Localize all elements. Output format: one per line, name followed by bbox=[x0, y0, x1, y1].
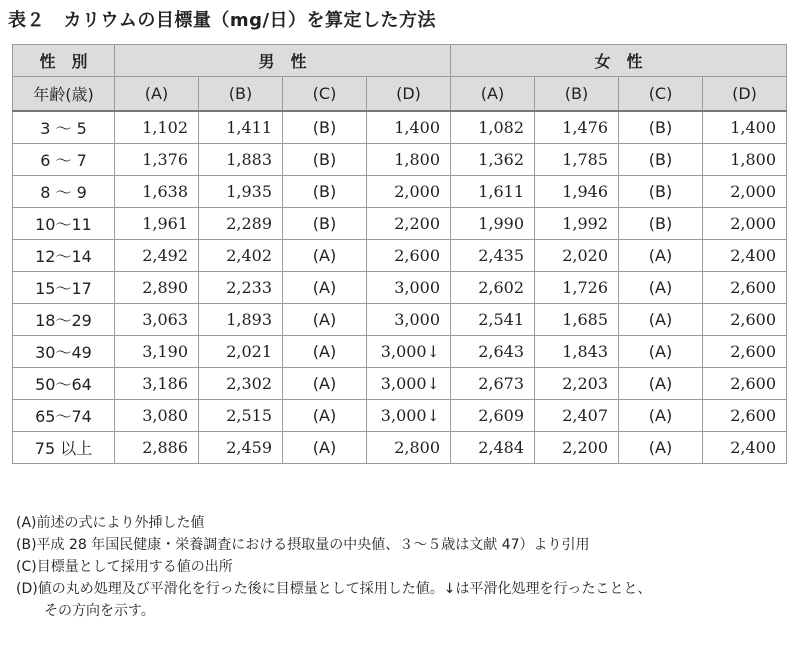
male-col-b-cell: 1,935 bbox=[199, 176, 283, 208]
age-header: 年齢(歳) bbox=[13, 77, 115, 112]
female-col-b-cell: 1,946 bbox=[535, 176, 619, 208]
female-col-c-cell: (A) bbox=[619, 368, 703, 400]
age-cell: 3 ～ 5 bbox=[13, 111, 115, 144]
male-col-b-cell: 2,302 bbox=[199, 368, 283, 400]
table-row bbox=[13, 176, 787, 208]
female-col-b-cell: 1,726 bbox=[535, 272, 619, 304]
male-col-a-cell: 3,186 bbox=[115, 368, 199, 400]
footnotes bbox=[16, 512, 792, 622]
male-col-a-cell: 3,063 bbox=[115, 304, 199, 336]
male-col-a-cell: 1,961 bbox=[115, 208, 199, 240]
male-col-a-cell: 3,190 bbox=[115, 336, 199, 368]
footnote-a bbox=[16, 512, 792, 534]
male-col-b-cell: 2,233 bbox=[199, 272, 283, 304]
male-col-c-cell: (A) bbox=[283, 400, 367, 432]
female-col-a-cell: 2,484 bbox=[451, 432, 535, 464]
female-col-a-cell: 1,611 bbox=[451, 176, 535, 208]
footnote-label: (C) bbox=[16, 559, 37, 575]
male-col-d-cell: 3,000 bbox=[367, 304, 451, 336]
male-col-d-cell: 3,000 bbox=[367, 272, 451, 304]
female-col-c-cell: (A) bbox=[619, 304, 703, 336]
sex-header: 性 別 bbox=[13, 45, 115, 77]
female-col-b-cell: 2,200 bbox=[535, 432, 619, 464]
age-cell: 6 ～ 7 bbox=[13, 144, 115, 176]
female-col-c-cell: (A) bbox=[619, 272, 703, 304]
female-col-a-cell: 2,541 bbox=[451, 304, 535, 336]
age-cell: 65～74 bbox=[13, 400, 115, 432]
male-header: 男 性 bbox=[115, 45, 451, 77]
male-col-b-cell: 2,289 bbox=[199, 208, 283, 240]
male-col-d-cell: 3,000↓ bbox=[367, 368, 451, 400]
male-col-c-cell: (B) bbox=[283, 176, 367, 208]
male-col-c-cell: (A) bbox=[283, 272, 367, 304]
table-row bbox=[13, 304, 787, 336]
table-row bbox=[13, 272, 787, 304]
male-col-c-cell: (B) bbox=[283, 208, 367, 240]
table-row bbox=[13, 144, 787, 176]
male-col-d-cell: 1,800 bbox=[367, 144, 451, 176]
female-col-d-cell: 2,600 bbox=[703, 400, 787, 432]
male-col-b-cell: 2,459 bbox=[199, 432, 283, 464]
male-col-a-cell: 1,102 bbox=[115, 111, 199, 144]
female-col-b-cell: 2,407 bbox=[535, 400, 619, 432]
female-col-a-cell: 1,990 bbox=[451, 208, 535, 240]
table-row bbox=[13, 240, 787, 272]
male-col-a-cell: 3,080 bbox=[115, 400, 199, 432]
footnote-label: (D) bbox=[16, 581, 38, 597]
female-col-c-header: (C) bbox=[619, 77, 703, 112]
female-col-d-cell: 2,600 bbox=[703, 336, 787, 368]
male-col-a-header: (A) bbox=[115, 77, 199, 112]
male-col-d-cell: 2,600 bbox=[367, 240, 451, 272]
footnote-c bbox=[16, 556, 792, 578]
female-col-d-cell: 2,600 bbox=[703, 272, 787, 304]
footnote-text: 前述の式により外挿した値 bbox=[36, 515, 205, 531]
footnote-b bbox=[16, 534, 792, 556]
female-col-a-header: (A) bbox=[451, 77, 535, 112]
female-col-c-cell: (A) bbox=[619, 336, 703, 368]
age-cell: 15～17 bbox=[13, 272, 115, 304]
male-col-c-cell: (B) bbox=[283, 111, 367, 144]
female-col-d-cell: 2,600 bbox=[703, 304, 787, 336]
male-col-b-header: (B) bbox=[199, 77, 283, 112]
footnote-label: (A) bbox=[16, 515, 37, 531]
female-col-b-cell: 1,685 bbox=[535, 304, 619, 336]
male-col-a-cell: 1,638 bbox=[115, 176, 199, 208]
female-col-d-cell: 2,000 bbox=[703, 208, 787, 240]
male-col-a-cell: 1,376 bbox=[115, 144, 199, 176]
female-col-b-cell: 1,992 bbox=[535, 208, 619, 240]
footnote-label: (B) bbox=[16, 537, 37, 553]
female-col-a-cell: 2,673 bbox=[451, 368, 535, 400]
table-row bbox=[13, 111, 787, 144]
potassium-table bbox=[12, 44, 787, 464]
male-col-d-cell: 3,000↓ bbox=[367, 400, 451, 432]
female-col-d-cell: 2,400 bbox=[703, 432, 787, 464]
male-col-c-cell: (A) bbox=[283, 240, 367, 272]
female-col-a-cell: 2,643 bbox=[451, 336, 535, 368]
male-col-c-cell: (A) bbox=[283, 336, 367, 368]
female-col-b-cell: 2,203 bbox=[535, 368, 619, 400]
female-col-c-cell: (A) bbox=[619, 400, 703, 432]
male-col-b-cell: 2,402 bbox=[199, 240, 283, 272]
female-col-c-cell: (B) bbox=[619, 144, 703, 176]
female-col-c-cell: (B) bbox=[619, 111, 703, 144]
female-col-c-cell: (A) bbox=[619, 432, 703, 464]
female-col-a-cell: 2,435 bbox=[451, 240, 535, 272]
footnote-text: 平成 28 年国民健康・栄養調査における摂取量の中央値、３～５歳は文献 47）より引用 bbox=[36, 537, 590, 553]
female-col-d-header: (D) bbox=[703, 77, 787, 112]
female-col-d-cell: 2,000 bbox=[703, 176, 787, 208]
male-col-d-cell: 3,000↓ bbox=[367, 336, 451, 368]
table-title: 表２ カリウムの目標量（mg/日）を算定した方法 bbox=[8, 10, 437, 31]
footnote-text: 目標量として採用する値の出所 bbox=[36, 559, 233, 575]
age-cell: 10～11 bbox=[13, 208, 115, 240]
male-col-d-cell: 1,400 bbox=[367, 111, 451, 144]
male-col-d-cell: 2,000 bbox=[367, 176, 451, 208]
male-col-d-header: (D) bbox=[367, 77, 451, 112]
male-col-b-cell: 2,515 bbox=[199, 400, 283, 432]
female-col-b-header: (B) bbox=[535, 77, 619, 112]
female-col-d-cell: 1,400 bbox=[703, 111, 787, 144]
table-row bbox=[13, 368, 787, 400]
female-col-c-cell: (A) bbox=[619, 240, 703, 272]
male-col-a-cell: 2,492 bbox=[115, 240, 199, 272]
female-col-c-cell: (B) bbox=[619, 176, 703, 208]
female-col-b-cell: 1,476 bbox=[535, 111, 619, 144]
female-col-a-cell: 2,609 bbox=[451, 400, 535, 432]
female-col-b-cell: 1,785 bbox=[535, 144, 619, 176]
table-row bbox=[13, 208, 787, 240]
footnote-text: 値の丸め処理及び平滑化を行った後に目標量として採用した値。↓は平滑化処理を行ったことと、 bbox=[37, 581, 652, 597]
female-header: 女 性 bbox=[451, 45, 787, 77]
table-row bbox=[13, 400, 787, 432]
male-col-c-cell: (A) bbox=[283, 432, 367, 464]
female-col-d-cell: 2,600 bbox=[703, 368, 787, 400]
male-col-b-cell: 1,893 bbox=[199, 304, 283, 336]
female-col-d-cell: 1,800 bbox=[703, 144, 787, 176]
male-col-d-cell: 2,200 bbox=[367, 208, 451, 240]
female-col-a-cell: 2,602 bbox=[451, 272, 535, 304]
age-cell: 8 ～ 9 bbox=[13, 176, 115, 208]
male-col-a-cell: 2,886 bbox=[115, 432, 199, 464]
male-col-a-cell: 2,890 bbox=[115, 272, 199, 304]
footnote-d-continuation: その方向を示す。 bbox=[44, 603, 155, 619]
male-col-c-cell: (A) bbox=[283, 304, 367, 336]
table-row bbox=[13, 432, 787, 464]
age-cell: 30～49 bbox=[13, 336, 115, 368]
male-col-b-cell: 1,411 bbox=[199, 111, 283, 144]
female-col-c-cell: (B) bbox=[619, 208, 703, 240]
age-cell: 75 以上 bbox=[13, 432, 115, 464]
male-col-c-cell: (A) bbox=[283, 368, 367, 400]
male-col-c-cell: (B) bbox=[283, 144, 367, 176]
female-col-b-cell: 1,843 bbox=[535, 336, 619, 368]
female-col-b-cell: 2,020 bbox=[535, 240, 619, 272]
age-cell: 18～29 bbox=[13, 304, 115, 336]
male-col-b-cell: 1,883 bbox=[199, 144, 283, 176]
male-col-c-header: (C) bbox=[283, 77, 367, 112]
age-cell: 12～14 bbox=[13, 240, 115, 272]
female-col-d-cell: 2,400 bbox=[703, 240, 787, 272]
age-cell: 50～64 bbox=[13, 368, 115, 400]
female-col-a-cell: 1,362 bbox=[451, 144, 535, 176]
table-row bbox=[13, 336, 787, 368]
footnote-d bbox=[16, 578, 792, 600]
female-col-a-cell: 1,082 bbox=[451, 111, 535, 144]
male-col-d-cell: 2,800 bbox=[367, 432, 451, 464]
male-col-b-cell: 2,021 bbox=[199, 336, 283, 368]
